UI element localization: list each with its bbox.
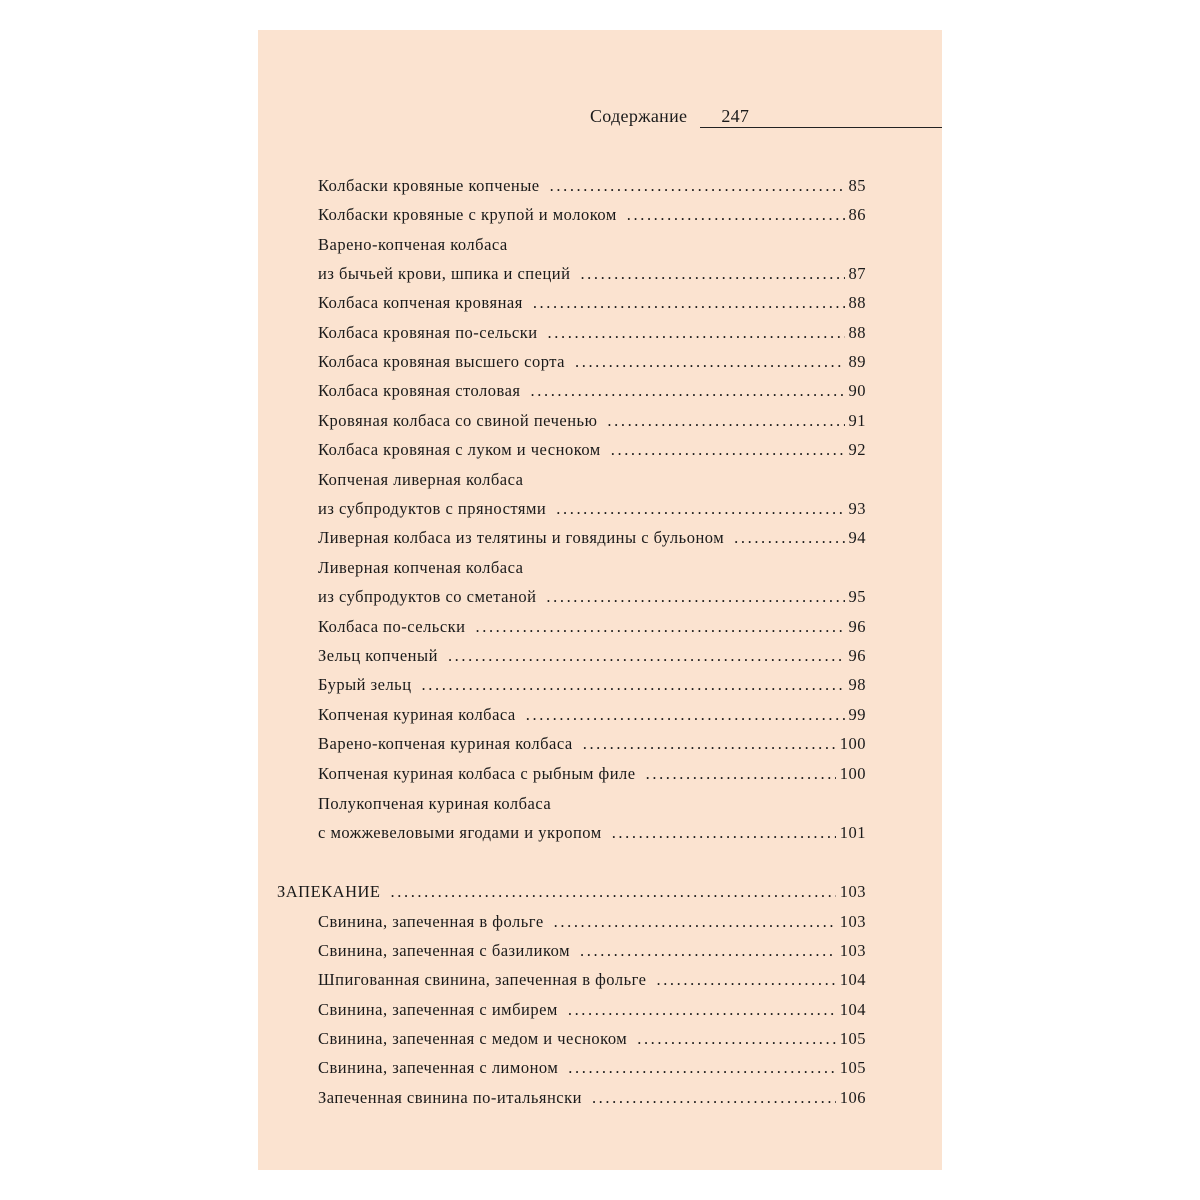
toc-entry (318, 323, 866, 343)
toc-entry-title: Копченая ливерная колбаса (318, 470, 524, 489)
toc-entry (318, 941, 866, 961)
toc-entry-title: Варено-копченая колбаса (318, 235, 508, 254)
toc-entry (318, 675, 866, 695)
dot-leader (580, 941, 836, 961)
toc-entry-title: из бычьей крови, шпика и специй (318, 264, 571, 283)
toc-entry-page: 98 (848, 675, 866, 694)
toc-entry-title: Ливерная копченая колбаса (318, 558, 524, 577)
toc-entry-title: Шпигованная свинина, запеченная в фольге (318, 970, 647, 989)
toc-entry-page: 88 (848, 293, 866, 312)
toc-entry-line (318, 470, 523, 490)
toc-entry-line (318, 794, 551, 814)
dot-leader (611, 440, 845, 460)
toc-entry-page: 104 (839, 970, 866, 989)
toc-entry-page: 96 (848, 617, 866, 636)
toc-entry (318, 1000, 866, 1020)
dot-leader (607, 411, 844, 431)
table-of-contents (258, 30, 942, 1170)
toc-entry (318, 646, 866, 666)
dot-leader (548, 323, 845, 343)
dot-leader (592, 1088, 836, 1108)
toc-entry-page: 86 (848, 205, 866, 224)
toc-entry (318, 823, 866, 843)
dot-leader (627, 205, 845, 225)
dot-leader (546, 587, 844, 607)
toc-entry-title: ЗАПЕКАНИЕ (277, 882, 381, 901)
toc-entry-page: 89 (848, 352, 866, 371)
toc-entry (318, 970, 866, 990)
dot-leader (531, 381, 845, 401)
toc-entry (318, 764, 866, 784)
toc-entry (318, 293, 866, 313)
toc-entry-title: Свинина, запеченная с лимоном (318, 1058, 559, 1077)
toc-entry-page: 103 (839, 941, 866, 960)
toc-entry-page: 105 (839, 1029, 866, 1048)
toc-entry-page: 100 (839, 764, 866, 783)
toc-entry-page: 85 (848, 176, 866, 195)
toc-entry-title: Свинина, запеченная в фольге (318, 912, 544, 931)
dot-leader (568, 1000, 836, 1020)
toc-entry-title: Варено-копченая куриная колбаса (318, 734, 573, 753)
dot-leader (422, 675, 845, 695)
toc-entry-page: 96 (848, 646, 866, 665)
toc-entry (318, 381, 866, 401)
toc-entry-page: 106 (839, 1088, 866, 1107)
toc-entry (318, 1058, 866, 1078)
toc-entry (318, 264, 866, 284)
toc-entry-page: 94 (848, 528, 866, 547)
toc-entry (277, 882, 866, 902)
toc-entry-page: 104 (839, 1000, 866, 1019)
toc-entry-page: 105 (839, 1058, 866, 1077)
dot-leader (575, 352, 845, 372)
dot-leader (556, 499, 844, 519)
toc-entry-line (318, 235, 508, 255)
toc-entry-title: Колбаса по-сельски (318, 617, 466, 636)
toc-entry-page: 103 (839, 912, 866, 931)
dot-leader (580, 264, 844, 284)
toc-entry (318, 587, 866, 607)
toc-entry-title: Свинина, запеченная с имбирем (318, 1000, 558, 1019)
toc-entry-title: Колбаса кровяная высшего сорта (318, 352, 565, 371)
toc-entry-page: 92 (848, 440, 866, 459)
toc-entry (318, 176, 866, 196)
dot-leader (554, 912, 836, 932)
toc-entry-title: Колбаса кровяная с луком и чесноком (318, 440, 601, 459)
toc-entry-title: Зельц копченый (318, 646, 438, 665)
toc-entry-page: 95 (848, 587, 866, 606)
toc-entry-title: Копченая куриная колбаса с рыбным филе (318, 764, 636, 783)
toc-entry (318, 528, 866, 548)
book-page (258, 30, 942, 1170)
toc-entry-title: Ливерная колбаса из телятины и говядины с бульоном (318, 528, 725, 547)
dot-leader (583, 734, 836, 754)
toc-entry (318, 734, 866, 754)
toc-entry-title: Запеченная свинина по-итальянски (318, 1088, 582, 1107)
toc-entry-title: Свинина, запеченная с медом и чесноком (318, 1029, 628, 1048)
toc-entry-page: 101 (839, 823, 866, 842)
dot-leader (612, 823, 836, 843)
toc-entry-title: Колбаски кровяные копченые (318, 176, 540, 195)
toc-entry-page: 87 (848, 264, 866, 283)
toc-entry-page: 88 (848, 323, 866, 342)
toc-entry-title: Колбаса копченая кровяная (318, 293, 523, 312)
toc-entry (318, 411, 866, 431)
dot-leader (550, 176, 845, 196)
toc-entry-title: с можжевеловыми ягодами и укропом (318, 823, 602, 842)
toc-entry-line (318, 558, 523, 578)
toc-entry-page: 99 (848, 705, 866, 724)
header-title: Содержание (590, 106, 688, 126)
dot-leader (533, 293, 845, 313)
dot-leader (637, 1029, 836, 1049)
toc-entry-page: 93 (848, 499, 866, 518)
toc-entry-page: 103 (839, 882, 866, 901)
dot-leader (391, 882, 836, 902)
toc-entry-title: Колбаса кровяная столовая (318, 381, 521, 400)
dot-leader (526, 705, 845, 725)
toc-entry (318, 499, 866, 519)
toc-entry-title: Колбаски кровяные с крупой и молоком (318, 205, 617, 224)
dot-leader (646, 764, 836, 784)
toc-entry (318, 617, 866, 637)
toc-entry-page: 100 (839, 734, 866, 753)
toc-entry (318, 352, 866, 372)
toc-entry-page: 90 (848, 381, 866, 400)
toc-entry-title: Кровяная колбаса со свиной печенью (318, 411, 598, 430)
toc-entry (318, 440, 866, 460)
toc-entry-page: 91 (848, 411, 866, 430)
toc-entry-title: Колбаса кровяная по-сельски (318, 323, 538, 342)
toc-entry-title: из субпродуктов со сметаной (318, 587, 537, 606)
toc-entry (318, 205, 866, 225)
toc-entry-title: Бурый зельц (318, 675, 412, 694)
toc-entry-title: Полукопченая куриная колбаса (318, 794, 552, 813)
toc-entry (318, 705, 866, 725)
toc-entry (318, 1029, 866, 1049)
dot-leader (476, 617, 845, 637)
dot-leader (568, 1058, 835, 1078)
dot-leader (448, 646, 845, 666)
toc-entry-title: из субпродуктов с пряностями (318, 499, 547, 518)
toc-entry-title: Копченая куриная колбаса (318, 705, 516, 724)
toc-entry (318, 912, 866, 932)
dot-leader (734, 528, 844, 548)
toc-entry (318, 1088, 866, 1108)
dot-leader (656, 970, 835, 990)
toc-entry-title: Свинина, запеченная с базиликом (318, 941, 571, 960)
header-page-number: 247 (721, 106, 750, 126)
